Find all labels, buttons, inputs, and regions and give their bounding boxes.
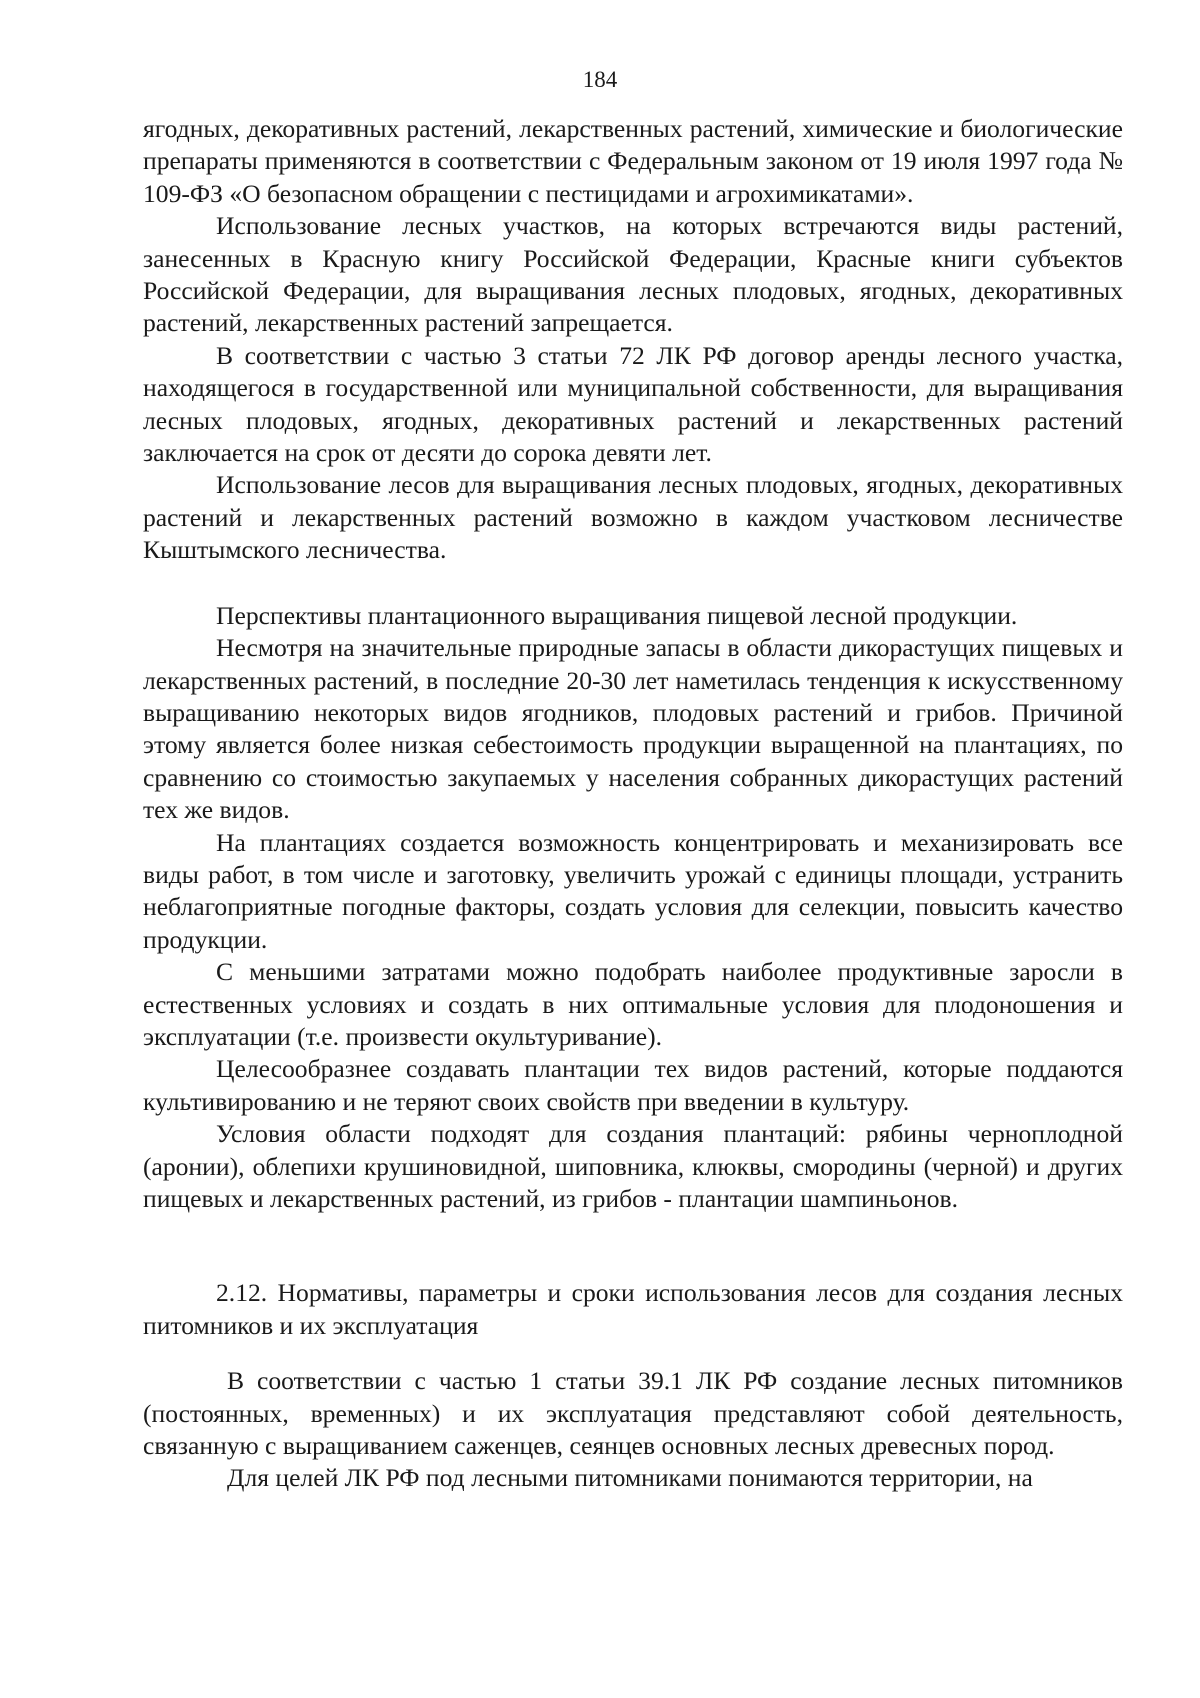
spacer (143, 1342, 1123, 1365)
paragraph-species-choice: Целесообразнее создавать плантации тех видов растений, которые поддаются культивированию и не теряют своих свойств при введении в культуру. (143, 1054, 1123, 1116)
document-body (143, 113, 1123, 1495)
spacer (143, 1215, 1123, 1277)
page-number: 184 (582, 67, 618, 92)
subheading-plantation-prospects: Перспективы плантационного выращивания пищевой лесной продукции. (216, 600, 1018, 630)
paragraph-nursery-definition: В соответствии с частью 1 статьи 39.1 ЛК РФ создание лесных питомников (постоянных, временных) и их эксплуатация представляют собой деятельность, связанную с выращиванием саженцев, сеянцев основных лесных древесных пород. (143, 1366, 1123, 1461)
paragraph-lower-costs: С меньшими затратами можно подобрать наиболее продуктивные заросли в естественных условиях и создать в них оптимальные условия для плодоношения и эксплуатации (т.е. произвести окультуривание). (143, 957, 1123, 1051)
section-heading: 2.12. Нормативы, параметры и сроки использования лесов для создания лесных питомников и их эксплуатация (143, 1278, 1123, 1340)
paragraph-nursery-territories: Для целей ЛК РФ под лесными питомниками понимаются территории, на (227, 1463, 1033, 1493)
paragraph-regional-conditions: Условия области подходят для создания плантаций: рябины черноплодной (аронии), облепихи крушиновидной, шиповника, клюквы, смородины (черной) и других пищевых и лекарственных растений, из грибов - плантации шампиньонов. (143, 1119, 1123, 1213)
paragraph-continuation: ягодных, декоративных растений, лекарственных растений, химические и биологические препараты применяются в соответствии с Федеральным законом от 19 июля 1997 года № 109-ФЗ «О безопасном обращении с пестицидами и агрохимикатами». (143, 114, 1123, 208)
paragraph-red-book-restriction: Использование лесных участков, на которых встречаются виды растений, занесенных в Красную книгу Российской Федерации, Красные книги субъектов Российской Федерации, для выращивания лесных плодовых, ягодных, декоративных растений, лекарственных растений запрещается. (143, 211, 1123, 338)
paragraph-plantation-benefits: На плантациях создается возможность концентрировать и механизировать все виды работ, в том числе и заготовку, увеличить урожай с единицы площади, устранить неблагоприятные погодные факторы, создать условия для селекции, повысить качество продукции. (143, 827, 1123, 954)
paragraph-lease-term: В соответствии с частью 3 статьи 72 ЛК РФ договор аренды лесного участка, находящегося в государственной или муниципальной собственности, для выращивания лесных плодовых, ягодных, декоративных растений и лекарственных растений заключается на срок от десяти до сорока девяти лет. (143, 340, 1123, 468)
spacer (143, 567, 1123, 600)
paragraph-cultivation-trend: Несмотря на значительные природные запасы в области дикорастущих пищевых и лекарственных растений, в последние 20-30 лет наметилась тенденция к искусственному выращиванию некоторых видов ягодников, плодовых растений и грибов. Причиной этому является более низкая себестоимость продукции выращенной на плантациях, по сравнению со стоимостью закупаемых у населения собранных дикорастущих растений тех же видов. (143, 633, 1123, 825)
paragraph-forestry-usage: Использование лесов для выращивания лесных плодовых, ягодных, декоративных растений и лекарственных растений возможно в каждом участковом лесничестве Кыштымского лесничества. (143, 470, 1123, 565)
